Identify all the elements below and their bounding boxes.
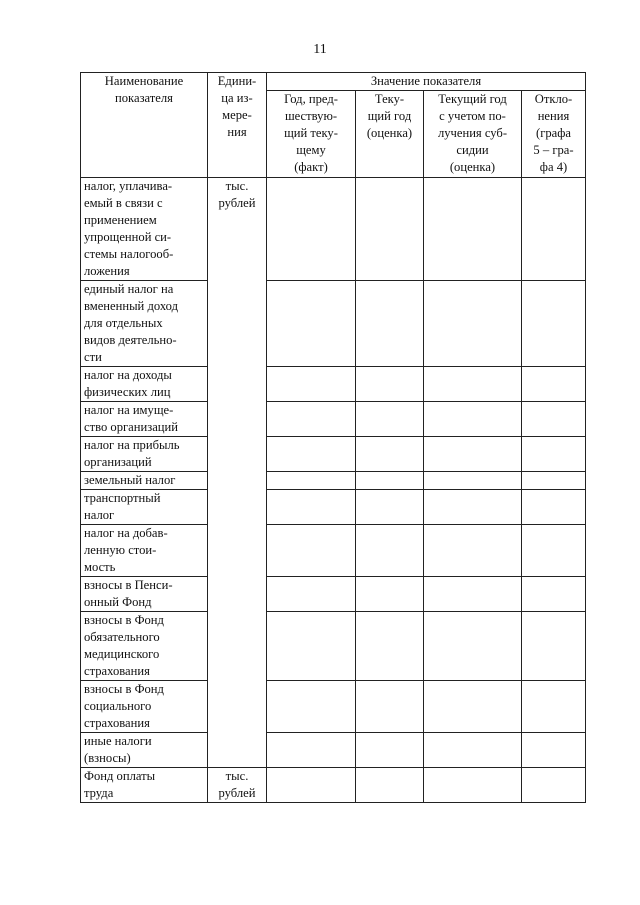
indicator-name (81, 768, 208, 803)
indicator-name (81, 612, 208, 681)
cell-line: щий год (367, 109, 412, 123)
value-cell (424, 472, 522, 490)
cell-line: налог на имуще- (84, 403, 174, 417)
value-cell (356, 281, 424, 367)
value-cell (356, 733, 424, 768)
indicator-name (81, 367, 208, 402)
table-row (81, 281, 586, 367)
value-cell (356, 437, 424, 472)
header-current-year (356, 91, 424, 178)
cell-line: ложения (84, 264, 130, 278)
unit-cell (208, 768, 267, 803)
value-cell (267, 577, 356, 612)
table-body (81, 73, 586, 803)
value-cell (356, 768, 424, 803)
cell-line: ленную стои- (84, 543, 157, 557)
table-row (81, 178, 586, 281)
value-cell (522, 525, 586, 577)
cell-line: налог на доходы (84, 368, 172, 382)
value-cell (424, 577, 522, 612)
header-row-1 (81, 73, 586, 91)
value-cell (267, 733, 356, 768)
indicator-table (80, 72, 586, 803)
cell-line: физических лиц (84, 385, 171, 399)
cell-line: тыс. (225, 179, 249, 193)
cell-line: сти (84, 350, 102, 364)
value-cell (424, 367, 522, 402)
cell-line: щему (296, 143, 326, 157)
value-cell (522, 490, 586, 525)
cell-line: Текущий год (438, 92, 507, 106)
cell-line: Теку- (374, 92, 405, 106)
value-cell (356, 577, 424, 612)
cell-line: рублей (218, 196, 256, 210)
cell-line: показателя (115, 91, 173, 105)
cell-line: мере- (222, 108, 252, 122)
value-cell (267, 490, 356, 525)
indicator-name (81, 402, 208, 437)
indicator-name (81, 281, 208, 367)
cell-line: Едини- (217, 74, 257, 88)
value-cell (267, 367, 356, 402)
header-prev-year (267, 91, 356, 178)
cell-line: взносы в Фонд (84, 682, 164, 696)
value-cell (424, 437, 522, 472)
cell-line: щий теку- (284, 126, 338, 140)
cell-line: налог, уплачива- (84, 179, 173, 193)
value-cell (424, 681, 522, 733)
cell-line: лучения суб- (437, 126, 508, 140)
value-cell (522, 472, 586, 490)
table-row (81, 402, 586, 437)
cell-line: организаций (84, 455, 152, 469)
value-cell (424, 612, 522, 681)
value-cell (522, 281, 586, 367)
cell-line: ца из- (221, 91, 253, 105)
indicator-name (81, 178, 208, 281)
cell-line: онный Фонд (84, 595, 152, 609)
header-name (81, 73, 208, 178)
value-cell (522, 367, 586, 402)
table-row (81, 490, 586, 525)
indicator-name (81, 681, 208, 733)
cell-line: транспортный (84, 491, 161, 505)
cell-line: для отдельных (84, 316, 163, 330)
value-cell (267, 281, 356, 367)
indicator-name (81, 525, 208, 577)
value-cell (267, 681, 356, 733)
value-cell (267, 402, 356, 437)
header-value-group: Значение показателя (267, 73, 586, 91)
table-row (81, 367, 586, 402)
value-cell (424, 178, 522, 281)
cell-line: Год, пред- (284, 92, 338, 106)
value-cell (522, 733, 586, 768)
cell-line: рублей (218, 786, 256, 800)
cell-line: ния (227, 125, 247, 139)
cell-line: с учетом по- (439, 109, 506, 123)
cell-line: Откло- (534, 92, 573, 106)
cell-line: налог на добав- (84, 526, 168, 540)
cell-line: емый в связи с (84, 196, 163, 210)
cell-line: применением (84, 213, 157, 227)
cell-line: медицинского (84, 647, 160, 661)
value-cell (356, 490, 424, 525)
header-current-subsidy (424, 91, 522, 178)
cell-line: страхования (84, 716, 150, 730)
value-cell (522, 768, 586, 803)
cell-line: видов деятельно- (84, 333, 177, 347)
value-cell (424, 281, 522, 367)
value-cell (424, 490, 522, 525)
value-cell (267, 437, 356, 472)
cell-line: упрощенной си- (84, 230, 172, 244)
header-deviation (522, 91, 586, 178)
value-cell (522, 437, 586, 472)
value-cell (356, 681, 424, 733)
value-cell (424, 768, 522, 803)
indicator-name (81, 490, 208, 525)
table-row (81, 525, 586, 577)
value-cell (267, 472, 356, 490)
cell-line: иные налоги (84, 734, 152, 748)
value-cell (267, 612, 356, 681)
cell-line: шествую- (284, 109, 338, 123)
indicator-name (81, 733, 208, 768)
cell-line: единый налог на (84, 282, 174, 296)
cell-line: 5 – гра- (533, 143, 574, 157)
cell-line: (факт) (294, 160, 328, 174)
cell-line: обязательного (84, 630, 160, 644)
indicator-name (81, 577, 208, 612)
value-cell (424, 733, 522, 768)
cell-line: земельный налог (84, 473, 176, 487)
cell-line: (графа (536, 126, 571, 140)
cell-line: стемы налогооб- (84, 247, 174, 261)
table-row (81, 577, 586, 612)
value-cell (356, 178, 424, 281)
indicator-name (81, 472, 208, 490)
table-row (81, 472, 586, 490)
value-cell (522, 681, 586, 733)
cell-line: страхования (84, 664, 150, 678)
cell-line: тыс. (225, 769, 249, 783)
value-cell (424, 402, 522, 437)
value-cell (267, 525, 356, 577)
cell-line: (оценка) (366, 126, 413, 140)
value-cell (424, 525, 522, 577)
table-row (81, 612, 586, 681)
cell-line: вмененный доход (84, 299, 178, 313)
value-cell (267, 768, 356, 803)
cell-line: нения (537, 109, 570, 123)
header-unit (208, 73, 267, 178)
table-row (81, 437, 586, 472)
cell-line: мость (84, 560, 116, 574)
cell-line: взносы в Фонд (84, 613, 164, 627)
cell-line: Фонд оплаты (84, 769, 156, 783)
value-cell (356, 472, 424, 490)
page-number: 11 (313, 42, 327, 57)
value-cell (522, 577, 586, 612)
cell-line: сидии (456, 143, 489, 157)
cell-line: (взносы) (84, 751, 131, 765)
cell-line: налог (84, 508, 115, 522)
cell-line: Наименование (104, 74, 184, 88)
cell-line: труда (84, 786, 114, 800)
cell-line: взносы в Пенси- (84, 578, 173, 592)
table-row (81, 733, 586, 768)
table-row (81, 681, 586, 733)
table-row-payroll (81, 768, 586, 803)
cell-line: социального (84, 699, 152, 713)
value-cell (356, 612, 424, 681)
cell-line: ство организаций (84, 420, 179, 434)
unit-cell (208, 178, 267, 768)
value-cell (356, 367, 424, 402)
cell-line: (оценка) (449, 160, 496, 174)
value-cell (522, 612, 586, 681)
value-cell (267, 178, 356, 281)
value-cell (522, 402, 586, 437)
value-cell (356, 402, 424, 437)
indicator-name (81, 437, 208, 472)
value-cell (356, 525, 424, 577)
cell-line: фа 4) (539, 160, 568, 174)
cell-line: налог на прибыль (84, 438, 180, 452)
value-cell (522, 178, 586, 281)
